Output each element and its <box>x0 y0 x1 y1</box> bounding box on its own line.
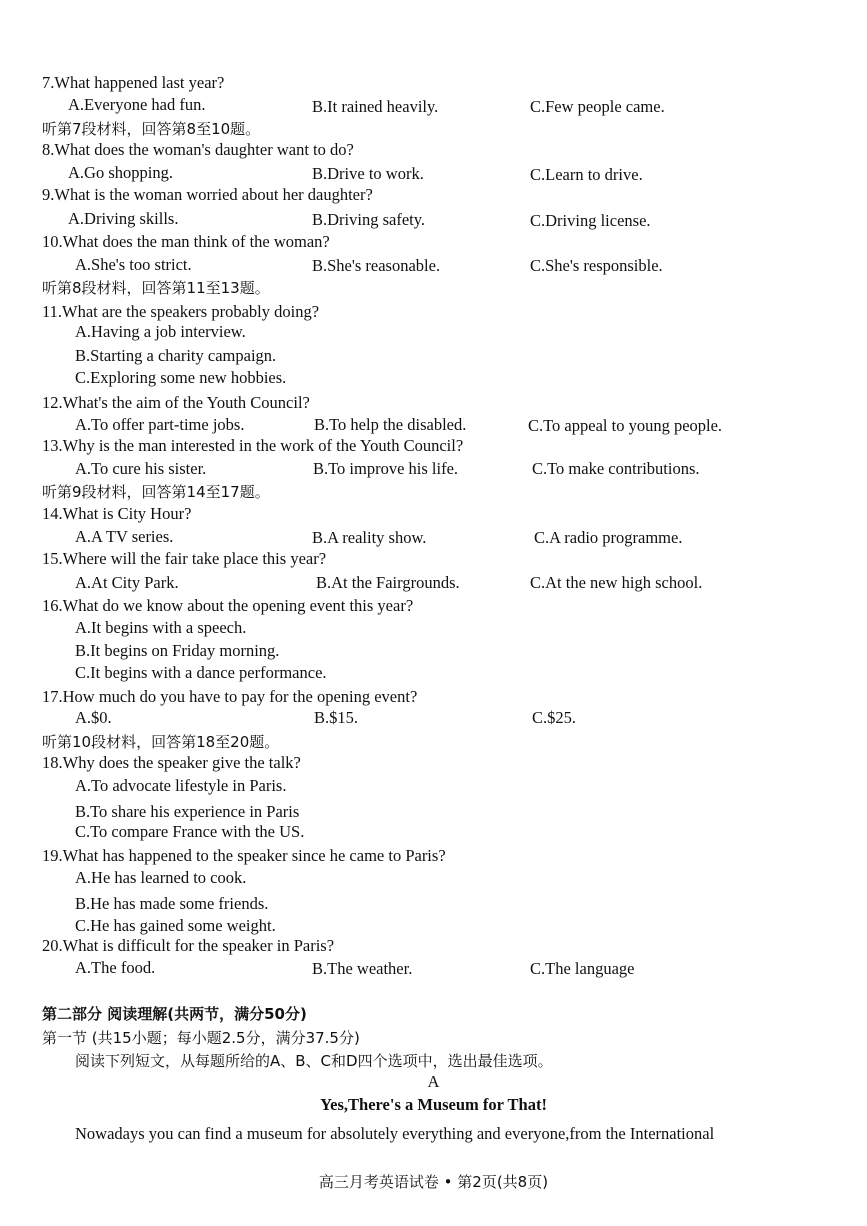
question-15: 15.Where will the fair take place this year? <box>42 549 327 568</box>
option-18c: C.To compare France with the US. <box>75 822 305 841</box>
option-12c: C.To appeal to young people. <box>528 416 723 435</box>
option-16b: B.It begins on Friday morning. <box>75 641 280 660</box>
instruction-segment-10: 听第10段材料，回答第18至20题。 <box>42 733 280 751</box>
passage-letter: A <box>427 1072 440 1091</box>
option-7b: B.It rained heavily. <box>312 97 439 116</box>
question-8: 8.What does the woman's daughter want to do? <box>42 140 354 159</box>
option-15c: C.At the new high school. <box>530 573 703 592</box>
option-11a: A.Having a job interview. <box>75 322 246 341</box>
question-14: 14.What is City Hour? <box>42 504 192 523</box>
option-10b: B.She's reasonable. <box>312 256 441 275</box>
option-7a: A.Everyone had fun. <box>68 95 206 114</box>
option-14b: B.A reality show. <box>312 528 427 547</box>
question-12: 12.What's the aim of the Youth Council? <box>42 393 310 412</box>
option-8a: A.Go shopping. <box>68 163 173 182</box>
option-16c: C.It begins with a dance performance. <box>75 663 327 682</box>
option-18a: A.To advocate lifestyle in Paris. <box>75 776 287 795</box>
question-13: 13.Why is the man interested in the work of the Youth Council? <box>42 436 464 455</box>
option-10a: A.She's too strict. <box>75 255 192 274</box>
option-13a: A.To cure his sister. <box>75 459 207 478</box>
question-19: 19.What has happened to the speaker since he came to Paris? <box>42 846 446 865</box>
option-12b: B.To help the disabled. <box>314 415 467 434</box>
option-14c: C.A radio programme. <box>534 528 683 547</box>
question-10: 10.What does the man think of the woman? <box>42 232 330 251</box>
question-9: 9.What is the woman worried about her daughter? <box>42 185 373 204</box>
option-19c: C.He has gained some weight. <box>75 916 276 935</box>
option-11b: B.Starting a charity campaign. <box>75 346 277 365</box>
instruction-segment-9: 听第9段材料，回答第14至17题。 <box>42 483 270 501</box>
option-8c: C.Learn to drive. <box>530 165 643 184</box>
part2-section1: 第一节 (共15小题；每小题2.5分，满分37.5分) <box>42 1029 360 1047</box>
option-13b: B.To improve his life. <box>313 459 459 478</box>
question-11: 11.What are the speakers probably doing? <box>42 302 320 321</box>
option-19b: B.He has made some friends. <box>75 894 269 913</box>
question-18: 18.Why does the speaker give the talk? <box>42 753 301 772</box>
option-19a: A.He has learned to cook. <box>75 868 247 887</box>
option-14a: A.A TV series. <box>75 527 174 546</box>
part2-directions: 阅读下列短文，从每题所给的A、B、C和D四个选项中，选出最佳选项。 <box>75 1052 553 1070</box>
option-17b: B.$15. <box>314 708 359 727</box>
passage-first-line: Nowadays you can find a museum for absolutely everything and everyone,from the International <box>75 1124 715 1143</box>
question-17: 17.How much do you have to pay for the opening event? <box>42 687 418 706</box>
instruction-segment-7: 听第7段材料，回答第8至10题。 <box>42 120 261 138</box>
option-9c: C.Driving license. <box>530 211 651 230</box>
option-9a: A.Driving skills. <box>68 209 179 228</box>
option-15a: A.At City Park. <box>75 573 179 592</box>
part2-title: 第二部分 阅读理解(共两节，满分50分) <box>42 1005 307 1023</box>
option-20b: B.The weather. <box>312 959 413 978</box>
question-16: 16.What do we know about the opening event this year? <box>42 596 414 615</box>
option-18b: B.To share his experience in Paris <box>75 802 300 821</box>
option-16a: A.It begins with a speech. <box>75 618 247 637</box>
option-17a: A.$0. <box>75 708 112 727</box>
option-8b: B.Drive to work. <box>312 164 424 183</box>
question-20: 20.What is difficult for the speaker in Paris? <box>42 936 335 955</box>
question-7: 7.What happened last year? <box>42 73 225 92</box>
option-17c: C.$25. <box>532 708 577 727</box>
option-13c: C.To make contributions. <box>532 459 700 478</box>
option-11c: C.Exploring some new hobbies. <box>75 368 287 387</box>
instruction-segment-8: 听第8段材料，回答第11至13题。 <box>42 279 270 297</box>
option-15b: B.At the Fairgrounds. <box>316 573 460 592</box>
option-20a: A.The food. <box>75 958 156 977</box>
passage-title: Yes,There's a Museum for That! <box>320 1095 547 1114</box>
option-10c: C.She's responsible. <box>530 256 663 275</box>
page-footer: 高三月考英语试卷 • 第2页(共8页) <box>318 1173 549 1191</box>
option-20c: C.The language <box>530 959 635 978</box>
option-7c: C.Few people came. <box>530 97 665 116</box>
option-9b: B.Driving safety. <box>312 210 426 229</box>
option-12a: A.To offer part-time jobs. <box>75 415 245 434</box>
